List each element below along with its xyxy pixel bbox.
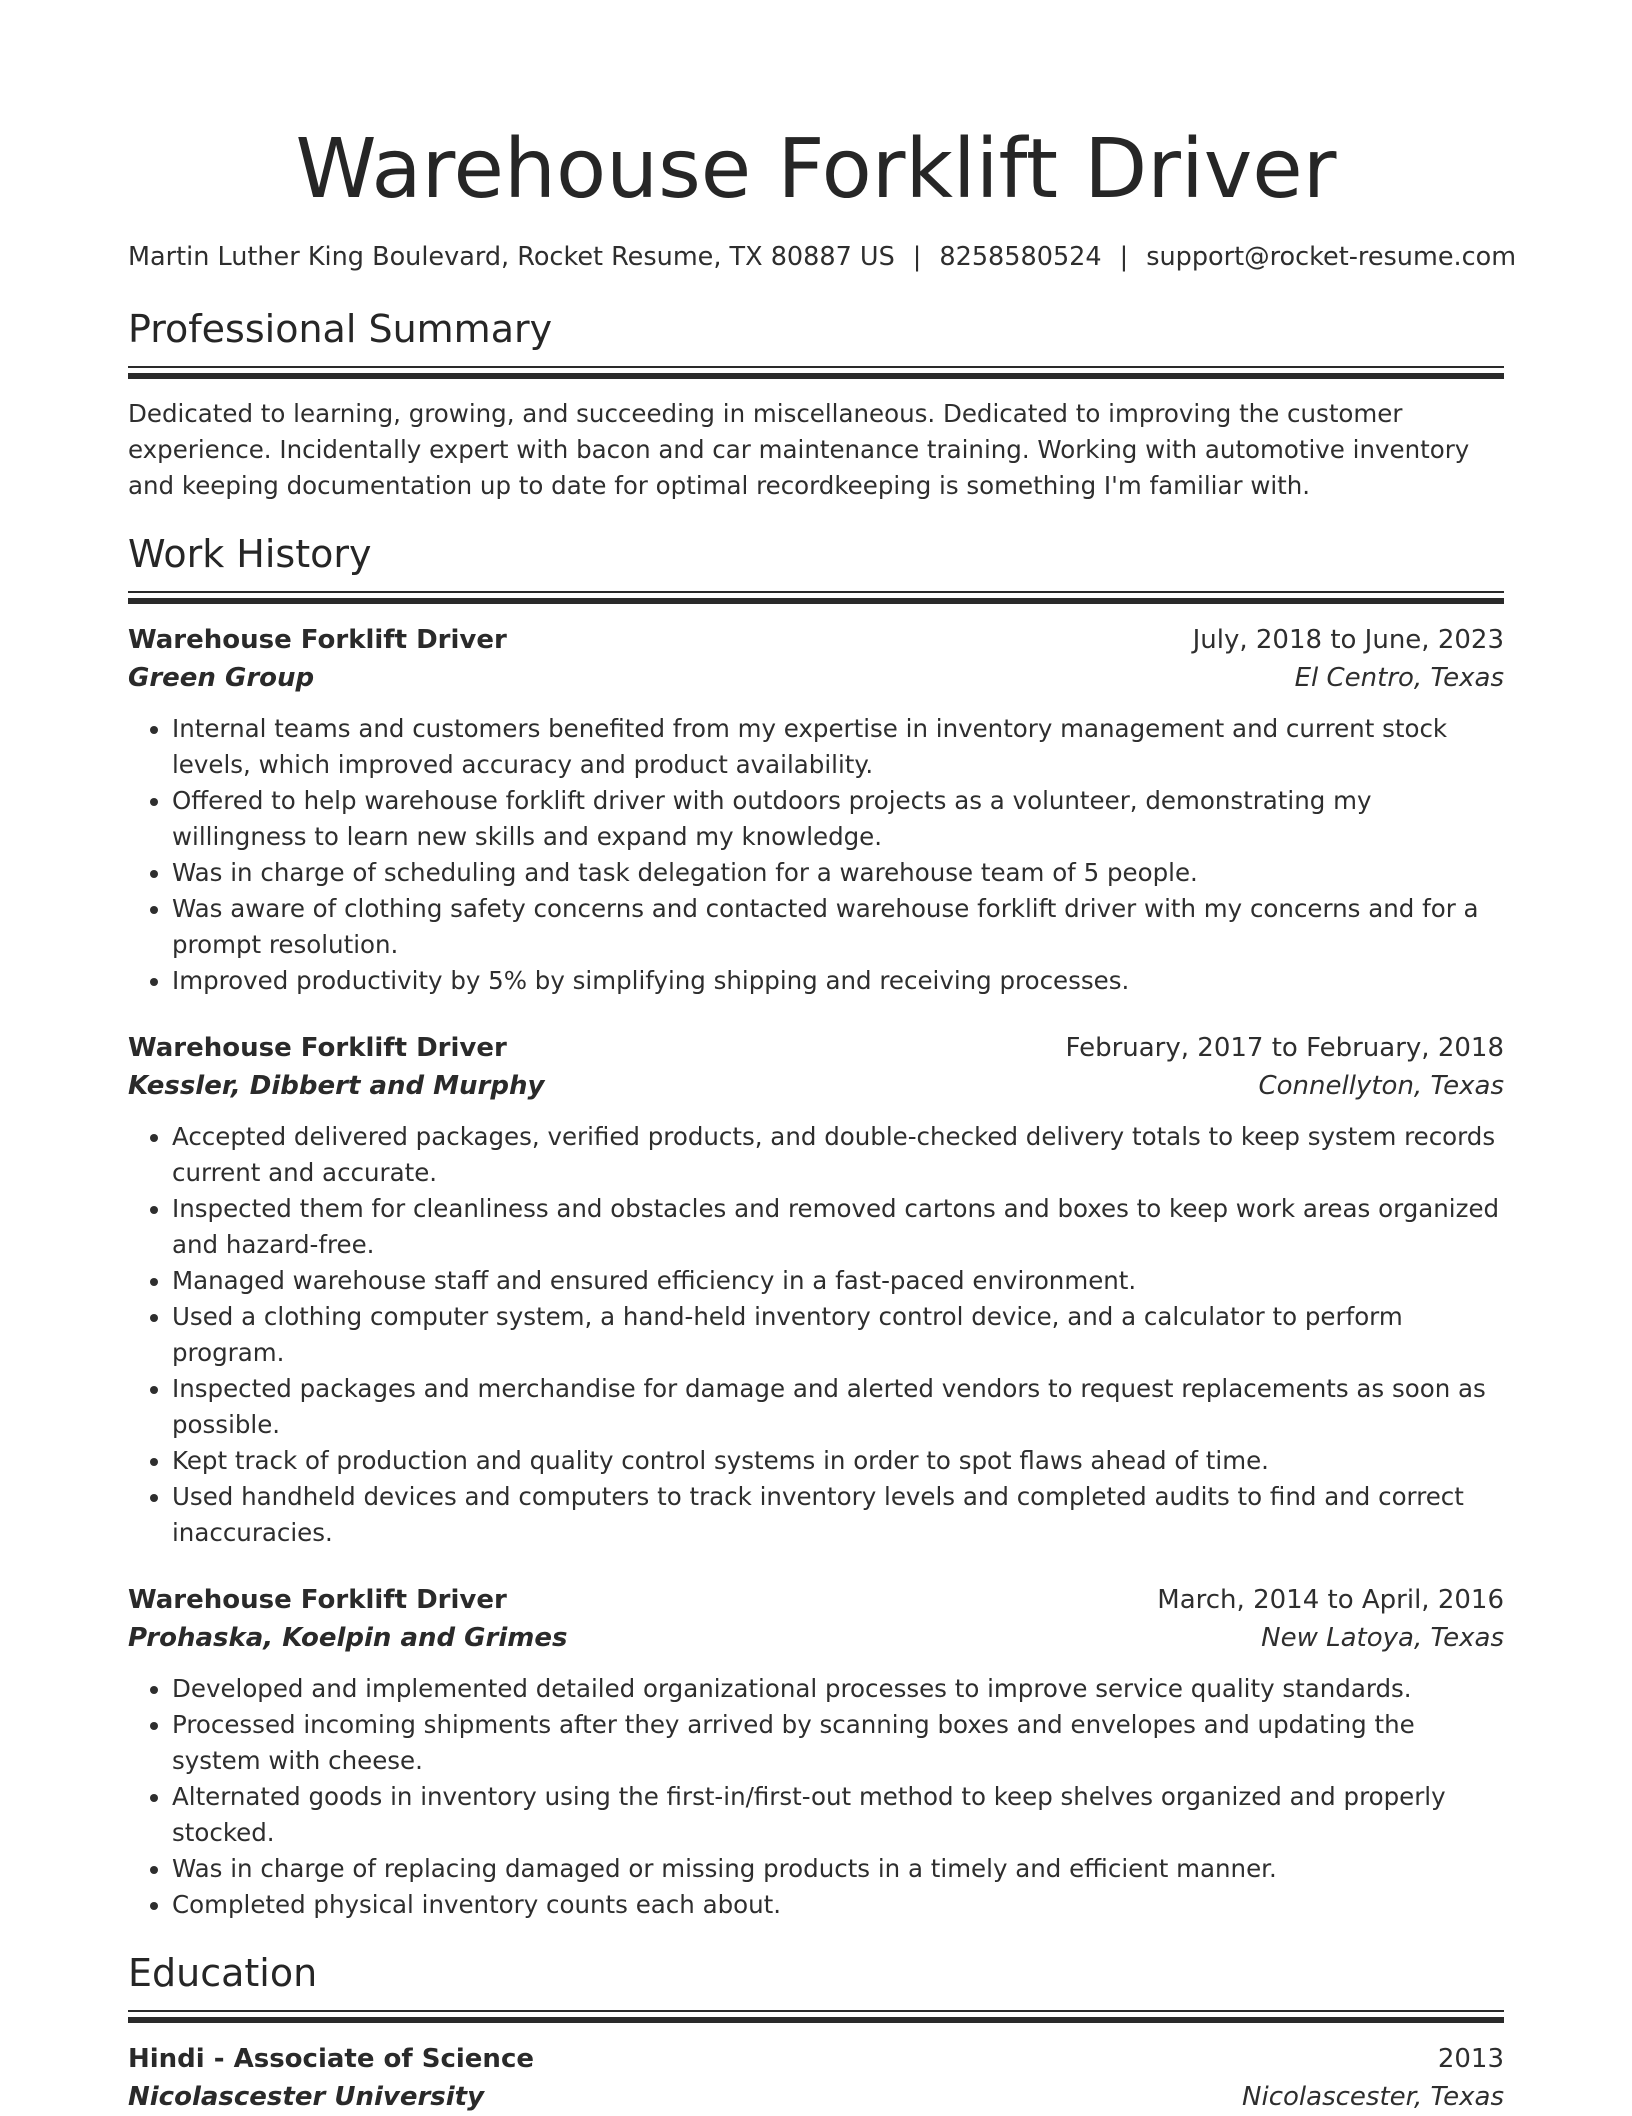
job-bullets	[128, 1671, 1504, 1923]
job-bullet: • Used a clothing computer system, a hand-held inventory control device, and a calculator to perform program.	[172, 1299, 1504, 1371]
job-bullet: • Processed incoming shipments after they arrived by scanning boxes and envelopes and updating the system with cheese.	[172, 1707, 1504, 1779]
job-bullet: • Accepted delivered packages, verified products, and double-checked delivery totals to keep system records current and accurate.	[172, 1119, 1504, 1191]
contact-address: Martin Luther King Boulevard, Rocket Resume, TX 80887 US	[128, 242, 895, 272]
job-bullet: • Was in charge of scheduling and task delegation for a warehouse team of 5 people.	[172, 855, 1504, 891]
section-divider	[128, 591, 1504, 605]
job-company: Green Group	[128, 663, 315, 693]
job-bullet: • Completed physical inventory counts each about.	[172, 1887, 1504, 1923]
section-divider	[128, 366, 1504, 380]
education-section	[128, 1949, 1504, 2116]
contact-separator: |	[1119, 242, 1129, 272]
summary-section	[128, 305, 1504, 504]
education-degree: Hindi - Associate of Science	[128, 2044, 534, 2074]
contact-line	[128, 240, 1517, 274]
section-heading-work-history: Work History	[128, 532, 372, 576]
job-bullet: • Managed warehouse staff and ensured efficiency in a fast-paced environment.	[172, 1263, 1504, 1299]
job-location: El Centro, Texas	[1294, 663, 1504, 693]
summary-text: Dedicated to learning, growing, and succeeding in miscellaneous. Dedicated to improving the customer experience. Incidentally expert with bacon and car maintenance training. Working with automotive inventory and keeping documentation up to date for optimal recordkeeping is something I'm familiar with.	[128, 399, 1470, 500]
job-entry	[128, 1581, 1504, 1923]
job-bullet: • Was aware of clothing safety concerns and contacted warehouse forklift driver with my concerns and for a prompt resolution.	[172, 891, 1504, 963]
job-bullet: • Kept track of production and quality control systems in order to spot flaws ahead of time.	[172, 1443, 1504, 1479]
job-bullets	[128, 711, 1504, 999]
education-year: 2013	[1437, 2044, 1504, 2074]
work-history-section	[128, 530, 1504, 1923]
job-bullet: • Inspected them for cleanliness and obstacles and removed cartons and boxes to keep work areas organized and hazard-free.	[172, 1191, 1504, 1263]
job-entry	[128, 1029, 1504, 1551]
job-bullets	[128, 1119, 1504, 1551]
resume-title: Warehouse Forklift Driver	[295, 122, 1337, 217]
job-bullet: • Was in charge of replacing damaged or missing products in a timely and efficient manner.	[172, 1851, 1504, 1887]
resume-page	[128, 0, 1517, 2116]
job-dates: July, 2018 to June, 2023	[1192, 625, 1504, 655]
job-entry	[128, 621, 1504, 999]
job-title: Warehouse Forklift Driver	[128, 1033, 507, 1063]
contact-separator: |	[912, 242, 922, 272]
section-heading-summary: Professional Summary	[128, 307, 553, 351]
job-location: Connellyton, Texas	[1258, 1071, 1504, 1101]
job-location: New Latoya, Texas	[1261, 1623, 1504, 1653]
education-entry	[128, 2040, 1504, 2116]
job-company: Kessler, Dibbert and Murphy	[128, 1071, 545, 1101]
job-title: Warehouse Forklift Driver	[128, 625, 507, 655]
section-divider	[128, 2010, 1504, 2024]
job-bullet: • Improved productivity by 5% by simplifying shipping and receiving processes.	[172, 963, 1504, 999]
job-title: Warehouse Forklift Driver	[128, 1585, 507, 1615]
job-bullet: • Internal teams and customers benefited from my expertise in inventory management and current stock levels, which improved accuracy and product availability.	[172, 711, 1504, 783]
job-bullet: • Offered to help warehouse forklift driver with outdoors projects as a volunteer, demonstrating my willingness to learn new skills and expand my knowledge.	[172, 783, 1504, 855]
contact-phone: 8258580524	[939, 242, 1102, 272]
education-school: Nicolascester University	[128, 2082, 485, 2112]
job-bullet: • Developed and implemented detailed organizational processes to improve service quality standards.	[172, 1671, 1504, 1707]
job-dates: February, 2017 to February, 2018	[1065, 1033, 1504, 1063]
contact-email: support@rocket-resume.com	[1146, 242, 1517, 272]
job-dates: March, 2014 to April, 2016	[1157, 1585, 1504, 1615]
job-bullet: • Alternated goods in inventory using the first-in/first-out method to keep shelves organized and properly stocked.	[172, 1779, 1504, 1851]
job-bullet: • Inspected packages and merchandise for damage and alerted vendors to request replacements as soon as possible.	[172, 1371, 1504, 1443]
section-heading-education: Education	[128, 1951, 318, 1995]
education-location: Nicolascester, Texas	[1242, 2082, 1504, 2112]
job-bullet: • Used handheld devices and computers to track inventory levels and completed audits to find and correct inaccuracies.	[172, 1479, 1504, 1551]
job-company: Prohaska, Koelpin and Grimes	[128, 1623, 568, 1653]
